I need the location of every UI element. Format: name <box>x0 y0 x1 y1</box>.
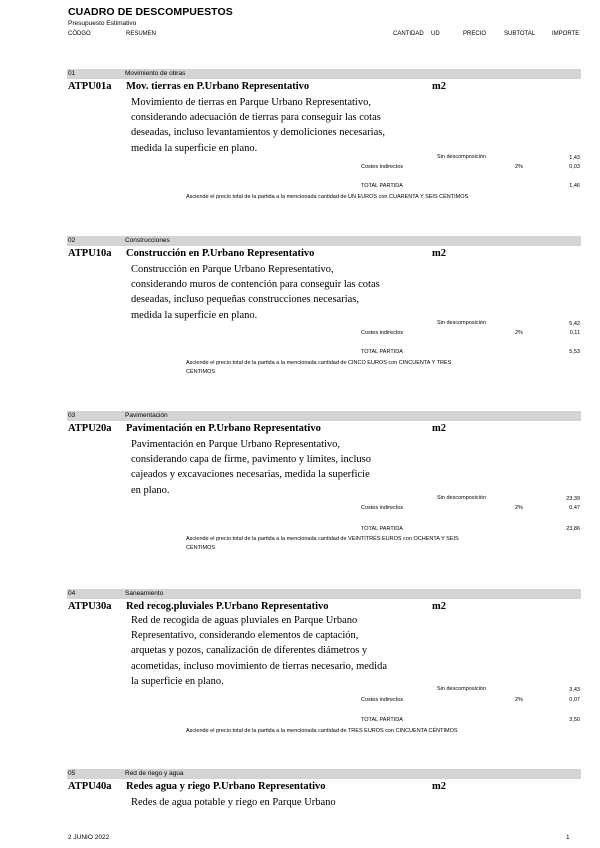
item-code: ATPU10a <box>68 248 112 259</box>
description-line: medida la superficie en plano. <box>131 142 258 154</box>
sin-descomposicion-value: 1,43 <box>569 155 580 161</box>
item-title: Pavimentación en P.Urbano Representativo <box>126 423 321 434</box>
item-description <box>131 795 431 810</box>
sin-descomposicion-label: Sin descomposición <box>437 686 486 692</box>
column-header-precio: PRECIO <box>463 31 487 37</box>
chapter-name: Movimiento de obras <box>125 70 186 77</box>
total-partida-label: TOTAL PARTIDA <box>361 183 403 189</box>
sin-descomposicion-value: 5,42 <box>569 321 580 327</box>
item-code: ATPU40a <box>68 781 112 792</box>
description-line: la superficie en plano. <box>131 675 224 687</box>
description-line: Red de recogida de aguas pluviales en Parque Urbano <box>131 615 358 626</box>
chapter-name: Construcciones <box>125 237 170 244</box>
total-partida-value: 5,53 <box>569 349 580 355</box>
item-title: Mov. tierras en P.Urbano Representativo <box>126 81 310 92</box>
column-header-ud: UD <box>431 31 440 37</box>
sin-descomposicion-label: Sin descomposición <box>437 154 486 160</box>
costes-indirectos-label: Costes indirectos <box>361 164 404 170</box>
item-description <box>131 95 431 156</box>
description-line: Representativo, considerando elementos de captación, <box>131 630 359 642</box>
item-title: Redes agua y riego P.Urbano Representativo <box>126 781 326 792</box>
total-partida-label: TOTAL PARTIDA <box>361 717 403 723</box>
chapter-number: 03 <box>68 412 76 419</box>
item-code: ATPU01a <box>68 81 112 92</box>
item-title: Construcción en P.Urbano Representativo <box>126 248 315 259</box>
price-in-words-line: Asciende el precio total de la partida a la mencionada cantidad de UN EUROS con CUARENTA Y SEIS CÉNTIMOS <box>186 194 469 200</box>
chapter-bar <box>67 236 581 246</box>
description-line: Pavimentación en Parque Urbano Representativo, <box>131 439 341 450</box>
price-in-words <box>186 727 571 736</box>
costes-indirectos-value: 0,47 <box>569 505 580 511</box>
chapter-bar <box>67 411 581 421</box>
chapter-name: Saneamiento <box>125 590 164 597</box>
item-code: ATPU20a <box>68 423 112 434</box>
costes-indirectos-percent: 2% <box>515 164 523 170</box>
price-in-words <box>186 359 571 376</box>
item-unit: m2 <box>432 81 446 92</box>
column-header-cantidad: CANTIDAD <box>393 31 424 37</box>
total-partida-value: 1,46 <box>569 183 580 189</box>
description-line: Redes de agua potable y riego en Parque Urbano <box>131 797 336 808</box>
item-title: Red recog.pluviales P.Urbano Representativo <box>126 601 329 612</box>
description-line: arquetas y pozos, canalización de diferentes diámetros y <box>131 645 368 657</box>
sin-descomposicion-label: Sin descomposición <box>437 495 486 501</box>
total-partida-label: TOTAL PARTIDA <box>361 526 403 532</box>
description-line: acometidas, incluso movimiento de tierras necesario, medida <box>131 660 387 672</box>
chapter-bar <box>67 769 581 779</box>
sin-descomposicion-value: 3,43 <box>569 687 580 693</box>
description-line: en plano. <box>131 484 170 496</box>
costes-indirectos-value: 0,07 <box>569 697 580 703</box>
total-partida-value: 3,50 <box>569 717 580 723</box>
price-in-words <box>186 535 571 552</box>
costes-indirectos-value: 0,11 <box>569 330 580 336</box>
item-unit: m2 <box>432 781 446 792</box>
chapter-number: 05 <box>68 770 76 777</box>
price-in-words-line: CÉNTIMOS <box>186 544 216 551</box>
description-line: considerando adecuación de tierras para conseguir las cotas <box>131 112 381 124</box>
costes-indirectos-percent: 2% <box>515 330 523 336</box>
description-line: cajeados y excavaciones necesarias, medida la superficie <box>131 469 370 481</box>
column-header-importe: IMPORTE <box>552 31 580 37</box>
chapter-bar <box>67 589 581 599</box>
description-line: considerando muros de contención para conseguir las cotas <box>131 279 380 291</box>
item-unit: m2 <box>432 248 446 259</box>
description-line: Movimiento de tierras en Parque Urbano Representativo, <box>131 97 371 108</box>
chapter-name: Pavimentación <box>125 412 168 419</box>
price-in-words-line: CÉNTIMOS <box>186 368 216 375</box>
description-line: Construcción en Parque Urbano Representativo, <box>131 264 334 275</box>
column-header-subtotal: SUBTOTAL <box>504 31 536 37</box>
chapter-name: Red de riego y agua <box>125 770 184 777</box>
price-in-words <box>186 193 571 202</box>
item-unit: m2 <box>432 423 446 434</box>
item-description <box>131 613 431 689</box>
chapter-number: 02 <box>68 237 76 244</box>
document-title: CUADRO DE DESCOMPUESTOS <box>68 6 233 18</box>
column-header-resumen: RESUMEN <box>126 31 157 37</box>
total-partida-label: TOTAL PARTIDA <box>361 349 403 355</box>
costes-indirectos-label: Costes indirectos <box>361 330 404 336</box>
costes-indirectos-label: Costes indirectos <box>361 697 404 703</box>
sin-descomposicion-label: Sin descomposición <box>437 320 486 326</box>
item-description <box>131 262 431 323</box>
page-number: 1 <box>566 834 570 841</box>
document-subtitle: Presupuesto Estimativo <box>68 20 137 27</box>
price-in-words-line: Asciende el precio total de la partida a la mencionada cantidad de TRES EUROS con CINCUENTA CÉNTIMOS <box>186 728 458 734</box>
chapter-number: 01 <box>68 70 76 77</box>
costes-indirectos-label: Costes indirectos <box>361 505 404 511</box>
column-header-codigo: CÓDGO <box>68 31 91 37</box>
description-line: deseadas, incluso levantamientos y demoliciones necesarias, <box>131 127 385 139</box>
chapter-number: 04 <box>68 590 76 597</box>
price-in-words-line: Asciende el precio total de la partida a la mencionada cantidad de VEINTITRÉS EUROS con OCHENTA Y SEIS <box>186 536 459 542</box>
item-unit: m2 <box>432 601 446 612</box>
price-in-words-line: Asciende el precio total de la partida a la mencionada cantidad de CINCO EUROS con CINCUENTA Y TRES <box>186 360 452 366</box>
description-line: considerando capa de firme, pavimento y límites, incluso <box>131 454 371 466</box>
item-description <box>131 437 431 498</box>
item-code: ATPU30a <box>68 601 112 612</box>
description-line: medida la superficie en plano. <box>131 309 258 321</box>
costes-indirectos-percent: 2% <box>515 697 523 703</box>
costes-indirectos-value: 0,03 <box>569 164 580 170</box>
sin-descomposicion-value: 23,39 <box>566 496 580 502</box>
total-partida-value: 23,86 <box>566 526 580 532</box>
description-line: deseadas, incluso pequeñas construcciones necesarias, <box>131 294 359 306</box>
footer-date: 2 JUNIO 2022 <box>68 834 110 841</box>
costes-indirectos-percent: 2% <box>515 505 523 511</box>
chapter-bar <box>67 69 581 79</box>
